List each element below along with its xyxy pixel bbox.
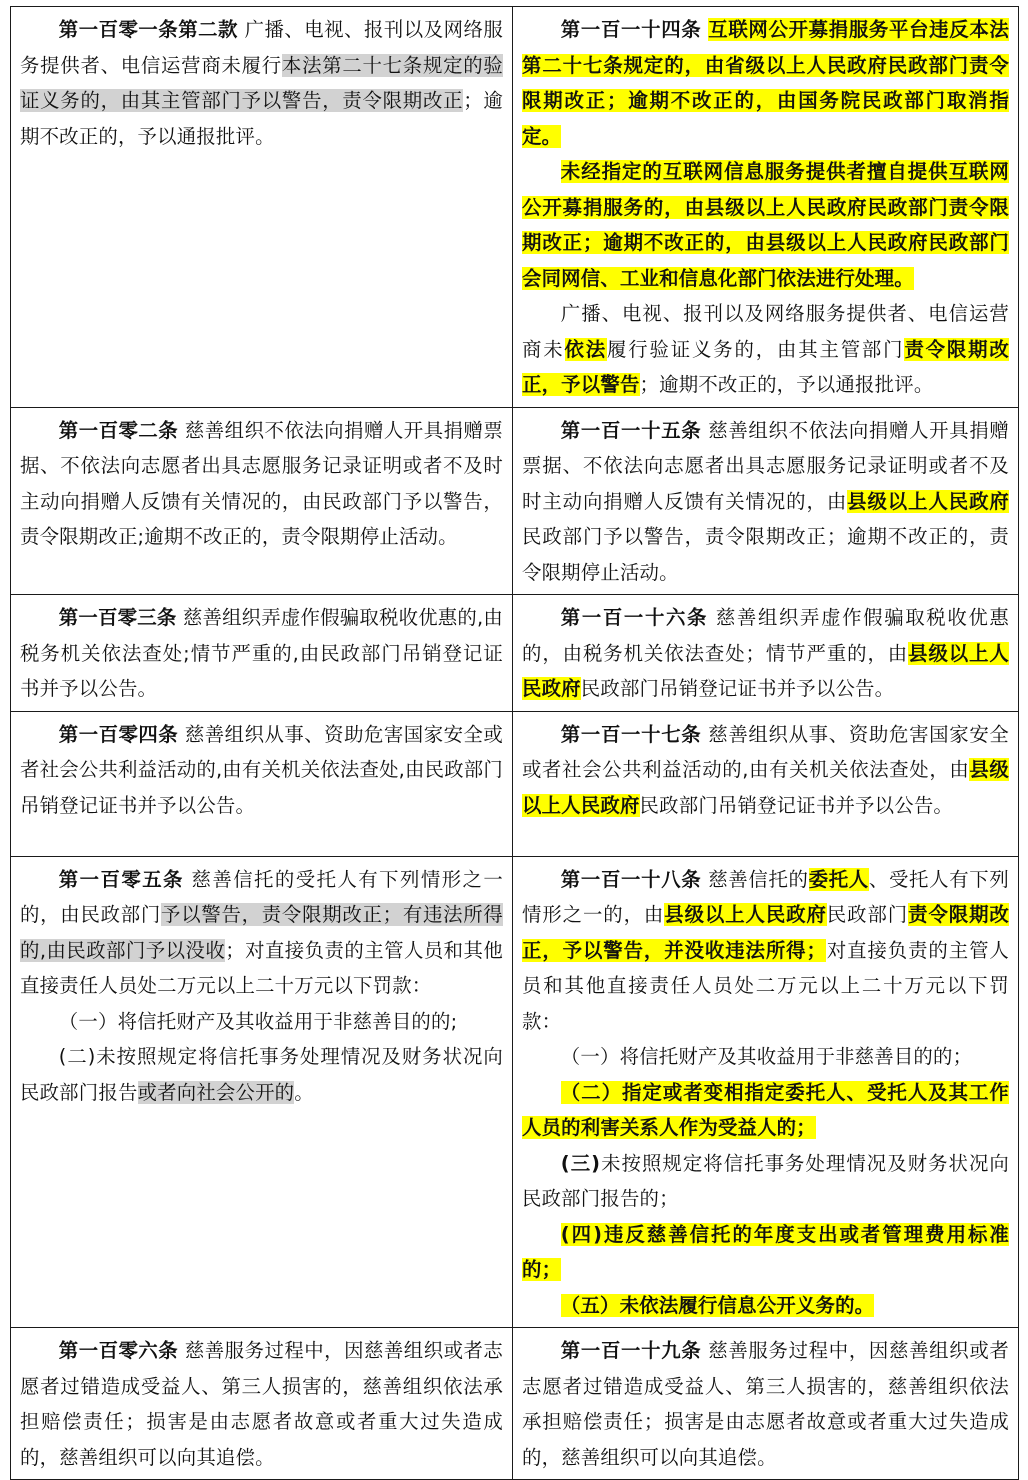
- article-paragraph: [522, 1333, 1009, 1475]
- article-paragraph: [20, 717, 503, 824]
- highlighted-text: 县级以上人民政府: [522, 641, 1010, 700]
- highlighted-text: 本法第二十七条规定的验证义务的，由其主管部门予以警告，责令限期改正: [20, 53, 503, 112]
- highlighted-text: 或者向社会公开的: [137, 1080, 295, 1104]
- old-article-cell: [11, 1328, 513, 1480]
- article-text: 履行验证义务的，由其主管部门: [607, 337, 905, 361]
- article-paragraph: [522, 600, 1009, 707]
- article-paragraph: [20, 1039, 503, 1110]
- highlighted-text: 予以警告，责令限期改正；有违法所得的,由民政部门予以没收: [20, 903, 503, 962]
- new-article-cell: [513, 1328, 1019, 1480]
- article-paragraph: [522, 1146, 1009, 1217]
- article-heading: 第一百零一条第二款: [58, 18, 238, 41]
- highlighted-text: 互联网公开募捐服务平台违反本法第二十七条规定的，由省级以上人民政府民政部门责令限期改正；逾期不改正的，由国务院民政部门取消指定。: [522, 18, 1009, 148]
- article-text: ；逾期不改正的，予以通报批评。: [639, 373, 934, 396]
- article-text: 慈善组织不依法向捐赠人开具捐赠票据、不依法向志愿者出具志愿服务记录证明或者不及时主动向捐赠人反馈有关情况的，由: [522, 418, 1009, 513]
- article-text: 慈善组织不依法向捐赠人开具捐赠票据、不依法向志愿者出具志愿服务记录证明或者不及时主动向捐赠人反馈有关情况的，由民政部门予以警告，责令限期改正;逾期不改正的，责令限期停止活动。: [20, 418, 503, 548]
- article-paragraph: [20, 600, 503, 707]
- article-heading: 第一百一十六条: [560, 606, 709, 629]
- table-row: [11, 595, 1019, 712]
- table-row: [11, 7, 1019, 408]
- article-text: 、受托人有下列情形之一的，由: [522, 867, 1009, 926]
- article-text: 民政部门: [826, 903, 909, 926]
- article-text: 。: [294, 1080, 314, 1104]
- article-paragraph: [522, 296, 1009, 403]
- article-heading: 第一百零二条: [58, 418, 179, 442]
- new-article-cell: [513, 711, 1019, 856]
- article-text: 广播、电视、报刊以及网络服务提供者、电信运营商未履行: [20, 18, 503, 77]
- article-text: 慈善服务过程中，因慈善组织或者志愿者过错造成受益人、第三人损害的，慈善组织依法承担赔偿责任；损害是由志愿者故意或者重大过失造成的，慈善组织可以向其追偿。: [522, 1339, 1009, 1469]
- highlighted-text: 依法: [564, 337, 607, 361]
- article-paragraph: [522, 1039, 1009, 1075]
- article-heading: 第一百一十八条: [560, 867, 702, 891]
- article-text: 慈善组织弄虚作假骗取税收优惠的，由税务机关依法查处；情节严重的，由: [522, 606, 1009, 665]
- table-row: [11, 856, 1019, 1328]
- new-article-cell: [513, 407, 1019, 595]
- article-heading: 第一百一十五条: [560, 418, 702, 442]
- article-heading: 第一百零五条: [58, 867, 184, 891]
- new-article-cell: [513, 7, 1019, 408]
- highlighted-text: 县级以上人民政府: [664, 903, 827, 926]
- highlighted-text: （二）指定或者变相指定委托人、受托人及其工作人员的利害关系人作为受益人的；: [522, 1080, 1009, 1139]
- old-article-cell: [11, 595, 513, 712]
- table-row: [11, 1328, 1019, 1480]
- highlighted-text: 责令限期改正，予以警告: [522, 337, 1010, 396]
- new-article-cell: [513, 595, 1019, 712]
- highlighted-text: （五）未依法履行信息公开义务的。: [560, 1293, 875, 1317]
- highlighted-text: 县级以上人民政府: [522, 758, 1009, 817]
- old-article-cell: [11, 856, 513, 1328]
- highlighted-text: 未经指定的互联网信息服务提供者擅自提供互联网公开募捐服务的，由县级以上人民政府民政部门责令限期改正；逾期不改正的，由县级以上人民政府民政部门会同网信、工业和信息化部门依法进行处理。: [522, 160, 1009, 290]
- article-text: (二)未按照规定将信托事务处理情况及财务状况向民政部门报告: [20, 1045, 503, 1104]
- table-row: [11, 711, 1019, 856]
- old-article-cell: [11, 711, 513, 856]
- article-paragraph: [522, 1075, 1009, 1146]
- article-text: 慈善组织弄虚作假骗取税收优惠的,由税务机关依法查处;情节严重的,由民政部门吊销登记证书并予以公告。: [20, 606, 503, 700]
- comparison-table-body: [11, 7, 1019, 1480]
- article-text: 慈善服务过程中，因慈善组织或者志愿者过错造成受益人、第三人损害的，慈善组织依法承担赔偿责任；损害是由志愿者故意或者重大过失造成的，慈善组织可以向其追偿。: [20, 1339, 503, 1469]
- article-text: （一）将信托财产及其收益用于非慈善目的的；: [560, 1045, 973, 1068]
- article-text: 慈善组织从事、资助危害国家安全或者社会公共利益活动的,由有关机关依法查处,由民政部门吊销登记证书并予以公告。: [20, 722, 503, 817]
- article-paragraph: [522, 717, 1009, 824]
- article-paragraph: [20, 1004, 503, 1040]
- highlighted-text: 责令限期改正，予以警告，并没收违法所得；: [522, 903, 1009, 962]
- article-text: 民政部门予以警告，责令限期改正；逾期不改正的，责令限期停止活动。: [522, 525, 1009, 584]
- article-text: 未按照规定将信托事务处理情况及财务状况向民政部门报告的；: [522, 1151, 1010, 1210]
- article-paragraph: [20, 1333, 503, 1475]
- article-text: 民政部门吊销登记证书并予以公告。: [580, 677, 895, 700]
- article-text: 对直接负责的主管人员和其他直接责任人员处二万元以上二十万元以下罚款：: [522, 938, 1009, 1033]
- article-text: 慈善信托的: [701, 867, 809, 891]
- article-heading: 第一百零六条: [58, 1339, 179, 1362]
- highlighted-text: (四)违反慈善信托的年度支出或者管理费用标准的；: [522, 1222, 1009, 1281]
- article-paragraph: [522, 154, 1009, 296]
- article-paragraph: [522, 1288, 1009, 1324]
- article-heading: 第一百一十七条: [560, 722, 702, 746]
- article-text: （一）将信托财产及其收益用于非慈善目的的;: [58, 1009, 458, 1033]
- old-article-cell: [11, 7, 513, 408]
- article-text: 慈善组织从事、资助危害国家安全或者社会公共利益活动的,由有关机关依法查处，由: [522, 722, 1009, 781]
- article-heading: 第一百一十四条: [560, 18, 702, 41]
- article-paragraph: [20, 862, 503, 1004]
- article-heading: 第一百一十九条: [560, 1339, 702, 1362]
- table-row: [11, 407, 1019, 595]
- article-paragraph: [522, 12, 1009, 154]
- article-heading: 第一百零四条: [58, 722, 179, 746]
- old-article-cell: [11, 407, 513, 595]
- article-heading: (三): [560, 1151, 601, 1175]
- article-paragraph: [20, 12, 503, 154]
- article-paragraph: [522, 862, 1009, 1040]
- article-heading: 第一百零三条: [58, 606, 177, 629]
- article-text: 慈善信托的受托人有下列情形之一的，由民政部门: [20, 867, 503, 926]
- article-text: ；对直接负责的主管人员和其他直接责任人员处二万元以上二十万元以下罚款：: [20, 938, 503, 997]
- new-article-cell: [513, 856, 1019, 1328]
- comparison-table: [10, 6, 1019, 1480]
- article-text: ；逾期不改正的，予以通报批评。: [20, 89, 503, 148]
- highlighted-text: 县级以上人民政府: [847, 489, 1009, 513]
- article-paragraph: [522, 413, 1009, 591]
- article-paragraph: [20, 413, 503, 555]
- article-paragraph: [522, 1217, 1009, 1288]
- article-text: 民政部门吊销登记证书并予以公告。: [639, 793, 953, 817]
- highlighted-text: 委托人: [808, 867, 869, 891]
- article-text: 广播、电视、报刊以及网络服务提供者、电信运营商未: [522, 302, 1009, 361]
